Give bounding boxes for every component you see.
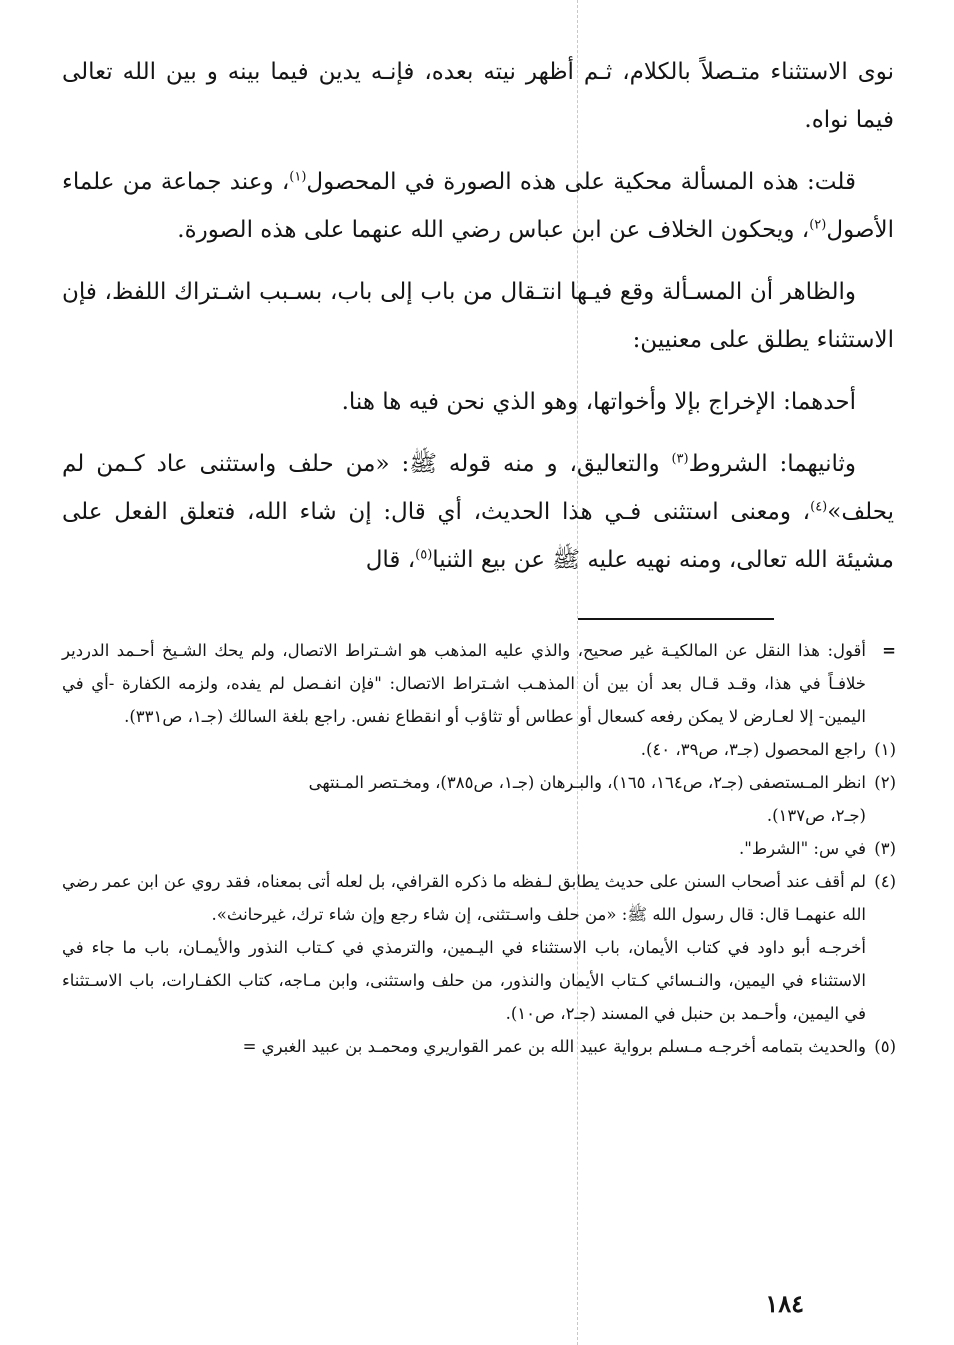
footnotes xyxy=(62,634,896,1063)
footnote-continuation: = أقول: هذا النقل عن المالكيـة غير صحيح، والذي عليه المذهب هو اشـتراط الاتصال، ولم يحك الشـيخ أحـمد الدردير خلافـاً في هذا، وقـد قـال بعد أن بين أن المذهـب اشـتراط الاتصال: "فإن انفـصل لم يفده، ولزمه الكفارة -أي في اليمين- إلا لعـارض لا يمكن رفعه كسعال أو عطاس أو تثاؤب أو انقطاع نفس. راجع بلغة السالك (جـ١، ص٣٣١). xyxy=(62,634,896,733)
footnote-ref-5[interactable]: (٥) xyxy=(415,547,433,563)
paragraph-2: قلت: هذه المسألة محكية على هذه الصورة في المحصول$^{(١)}$، وعند جماعة من علماء الأصول$^{(٢)}$، ويحكون الخلاف عن ابن عباس رضي الله عنهما على هذه الصورة. xyxy=(62,169,894,243)
footnote-2: (٢) انظر المـستصفى (جـ٢، ص١٦٤، ١٦٥)، والبـرهان (جـ١، ص٣٨٥)، ومخـتصر المـنتهى (جـ٢، ص١٣٧). xyxy=(62,766,896,832)
footnote-number: (٥) xyxy=(874,1037,896,1056)
footnote-3: (٣) في س: "الشرط". xyxy=(62,832,896,865)
footnote-ref-2[interactable]: (٢) xyxy=(809,217,827,233)
footnote-5: (٥) والحديث بتمامه أخرجـه مـسلم برواية عبيد الله بن عمر القواريري ومحمـد بن عبيد الغبري = xyxy=(62,1030,896,1063)
footnote-ref-1[interactable]: (١) xyxy=(289,169,307,185)
paragraph-1: نوى الاستثناء متـصلاً بالكلام، ثـم أظهر نيته بعده، فإنـه يدين فيما بينه و بين الله تعالى فيما نواه. xyxy=(62,59,894,133)
footnote-1: (١) راجع المحصول (جـ٣، ص٣٩، ٤٠). xyxy=(62,733,896,766)
footnote-number: (٣) xyxy=(874,839,896,858)
footnote-ref-3[interactable]: (٣) xyxy=(671,451,689,467)
continuation-marker: = xyxy=(882,641,896,660)
paragraph-4: أحدهما: الإخراج بإلا وأخواتها، وهو الذي نحن فيه ها هنا. xyxy=(341,389,856,415)
footnote-separator xyxy=(578,618,774,620)
main-text xyxy=(62,48,894,584)
page-number: ١٨٤ xyxy=(765,1289,804,1318)
paragraph-5: وثانيهما: الشروط$^{(٣)}$ والتعاليق، و منه قوله ﷺ: «من حلف واستثنى عاد كـمن لم يحلف»$^{(٤)}$، ومعنى استثنى فـي هذا الحديث، أي قال: إن شاء الله، فتعلق الفعل على مشيئة الله تعالى، ومنه نهيه عليه ﷺ عن بيع الثنيا$^{(٥)}$، قال xyxy=(62,451,894,573)
footnote-4: (٤) لم أقف عند أصحاب السنن على حديث يطابق لـفظه ما ذكره القرافي، بل لعله أتى بمعناه، فقد روي عن ابن عمر رضي الله عنهمـا قال: قال رسول الله ﷺ: «من حلف واسـتثنى، إن شاء رجع وإن شاء ترك، غيرحانث». أخرجـه أبو داود في كتاب الأيمان، باب الاستثناء في اليـمين، والترمذي في كـتاب النذور والأيمـان، باب ما جاء في الاستثناء في اليمين، والنـسائي كـتاب الأيمان والنذور، من حلف واستثنى، وابن مـاجه، كتاب الكفـارات، باب الاسـتثناء في اليمين، وأحـمد بن حنبل في المسند (جـ٢، ص١٠). xyxy=(62,865,896,1030)
footnote-number: (٤) xyxy=(874,872,896,891)
footnote-ref-4[interactable]: (٤) xyxy=(810,499,828,515)
footnote-number: (١) xyxy=(874,740,896,759)
footnote-number: (٢) xyxy=(874,773,896,792)
paragraph-3: والظاهر أن المسـألة وقع فيـها انتـقال من باب إلى باب، بسـبب اشـتراك اللفظ، فإن الاستثناء يطلق على معنيين: xyxy=(62,279,894,353)
